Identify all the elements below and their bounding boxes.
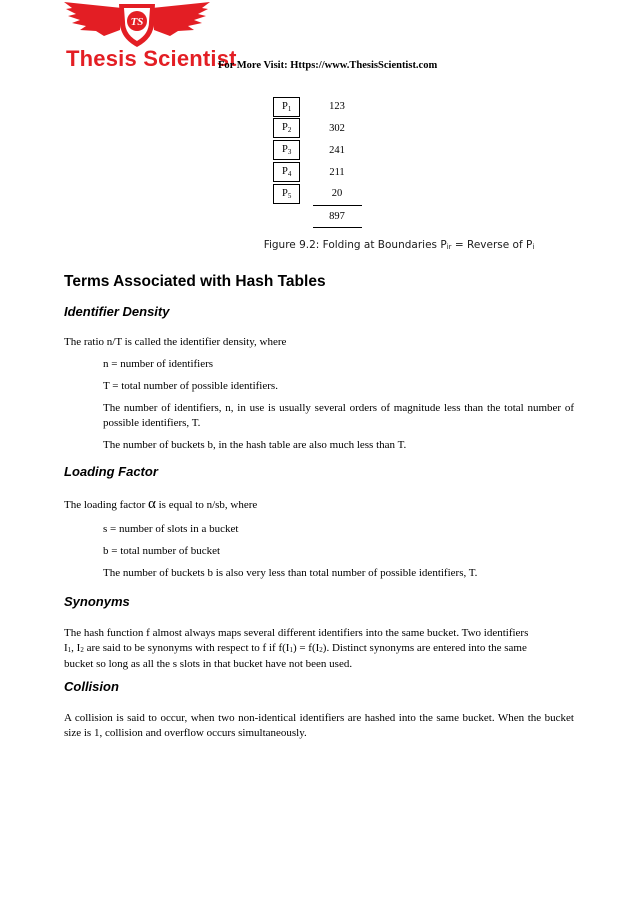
paragraph: The number of buckets b is also very less than total number of possible identifiers, T. [103,567,478,579]
paragraph: The hash function f almost always maps several different identifiers into the same bucket. Two identifiers $I_1$, $I_2$ are said to be synonyms with respect to f if $f(I_1) = f(I_2)$. Distinct synonyms are entered into the same bucket so long as all the s slots in that bucket have not been used. [64,627,529,671]
heading-identifier-density: Identifier Density [64,304,170,319]
sum-divider [313,205,362,206]
figure-caption: Figure 9.2: Folding at Boundaries $P_{ir}$ = Reverse of $P_i$ [263,239,535,251]
table-value: 302 [329,123,345,134]
heading-loading-factor: Loading Factor [64,464,158,479]
definition-s: s = number of slots in a bucket [103,523,239,535]
table-cell-p3: $P_3$ [273,140,300,160]
definition-n: n = number of identifiers [103,358,214,370]
heading-collision: Collision [64,679,119,694]
table-cell-p2: $P_2$ [273,118,300,138]
paragraph: A collision is said to occur, when two non-identical identifiers are hashed into the same bucket. When the bucket size is 1, collision and overflow occurs simultaneously. [64,712,574,739]
winged-logo-icon [62,0,212,48]
table-cell-p4: $P_4$ [273,162,300,182]
sum-underline [313,227,362,228]
brand-logo-text: Thesis Scientist [66,46,237,71]
table-cell-p1: $P_1$ [273,97,300,117]
visit-url-text[interactable]: For More Visit: Https://www.ThesisScientist.com [218,60,438,71]
paragraph: The loading factor α is equal to n/sb, where [64,496,258,512]
table-value: 241 [329,145,345,156]
table-value: 20 [331,188,343,199]
paragraph: The number of buckets b, in the hash table are also much less than T. [103,439,407,451]
heading-synonyms: Synonyms [64,594,130,609]
definition-b: b = total number of bucket [103,545,221,557]
definition-T: T = total number of possible identifiers. [103,380,278,392]
table-value: 123 [329,101,345,112]
svg-text:TS: TS [130,16,144,28]
section-title: Terms Associated with Hash Tables [64,273,326,290]
table-cell-p5: $P_5$ [273,184,300,204]
table-value: 211 [329,167,345,178]
paragraph: The number of identifiers, n, in use is usually several orders of magnitude less than the total number of possible identifiers, T. [103,402,574,429]
paragraph: The ratio n/T is called the identifier density, where [64,336,287,348]
table-total: 897 [329,211,345,222]
